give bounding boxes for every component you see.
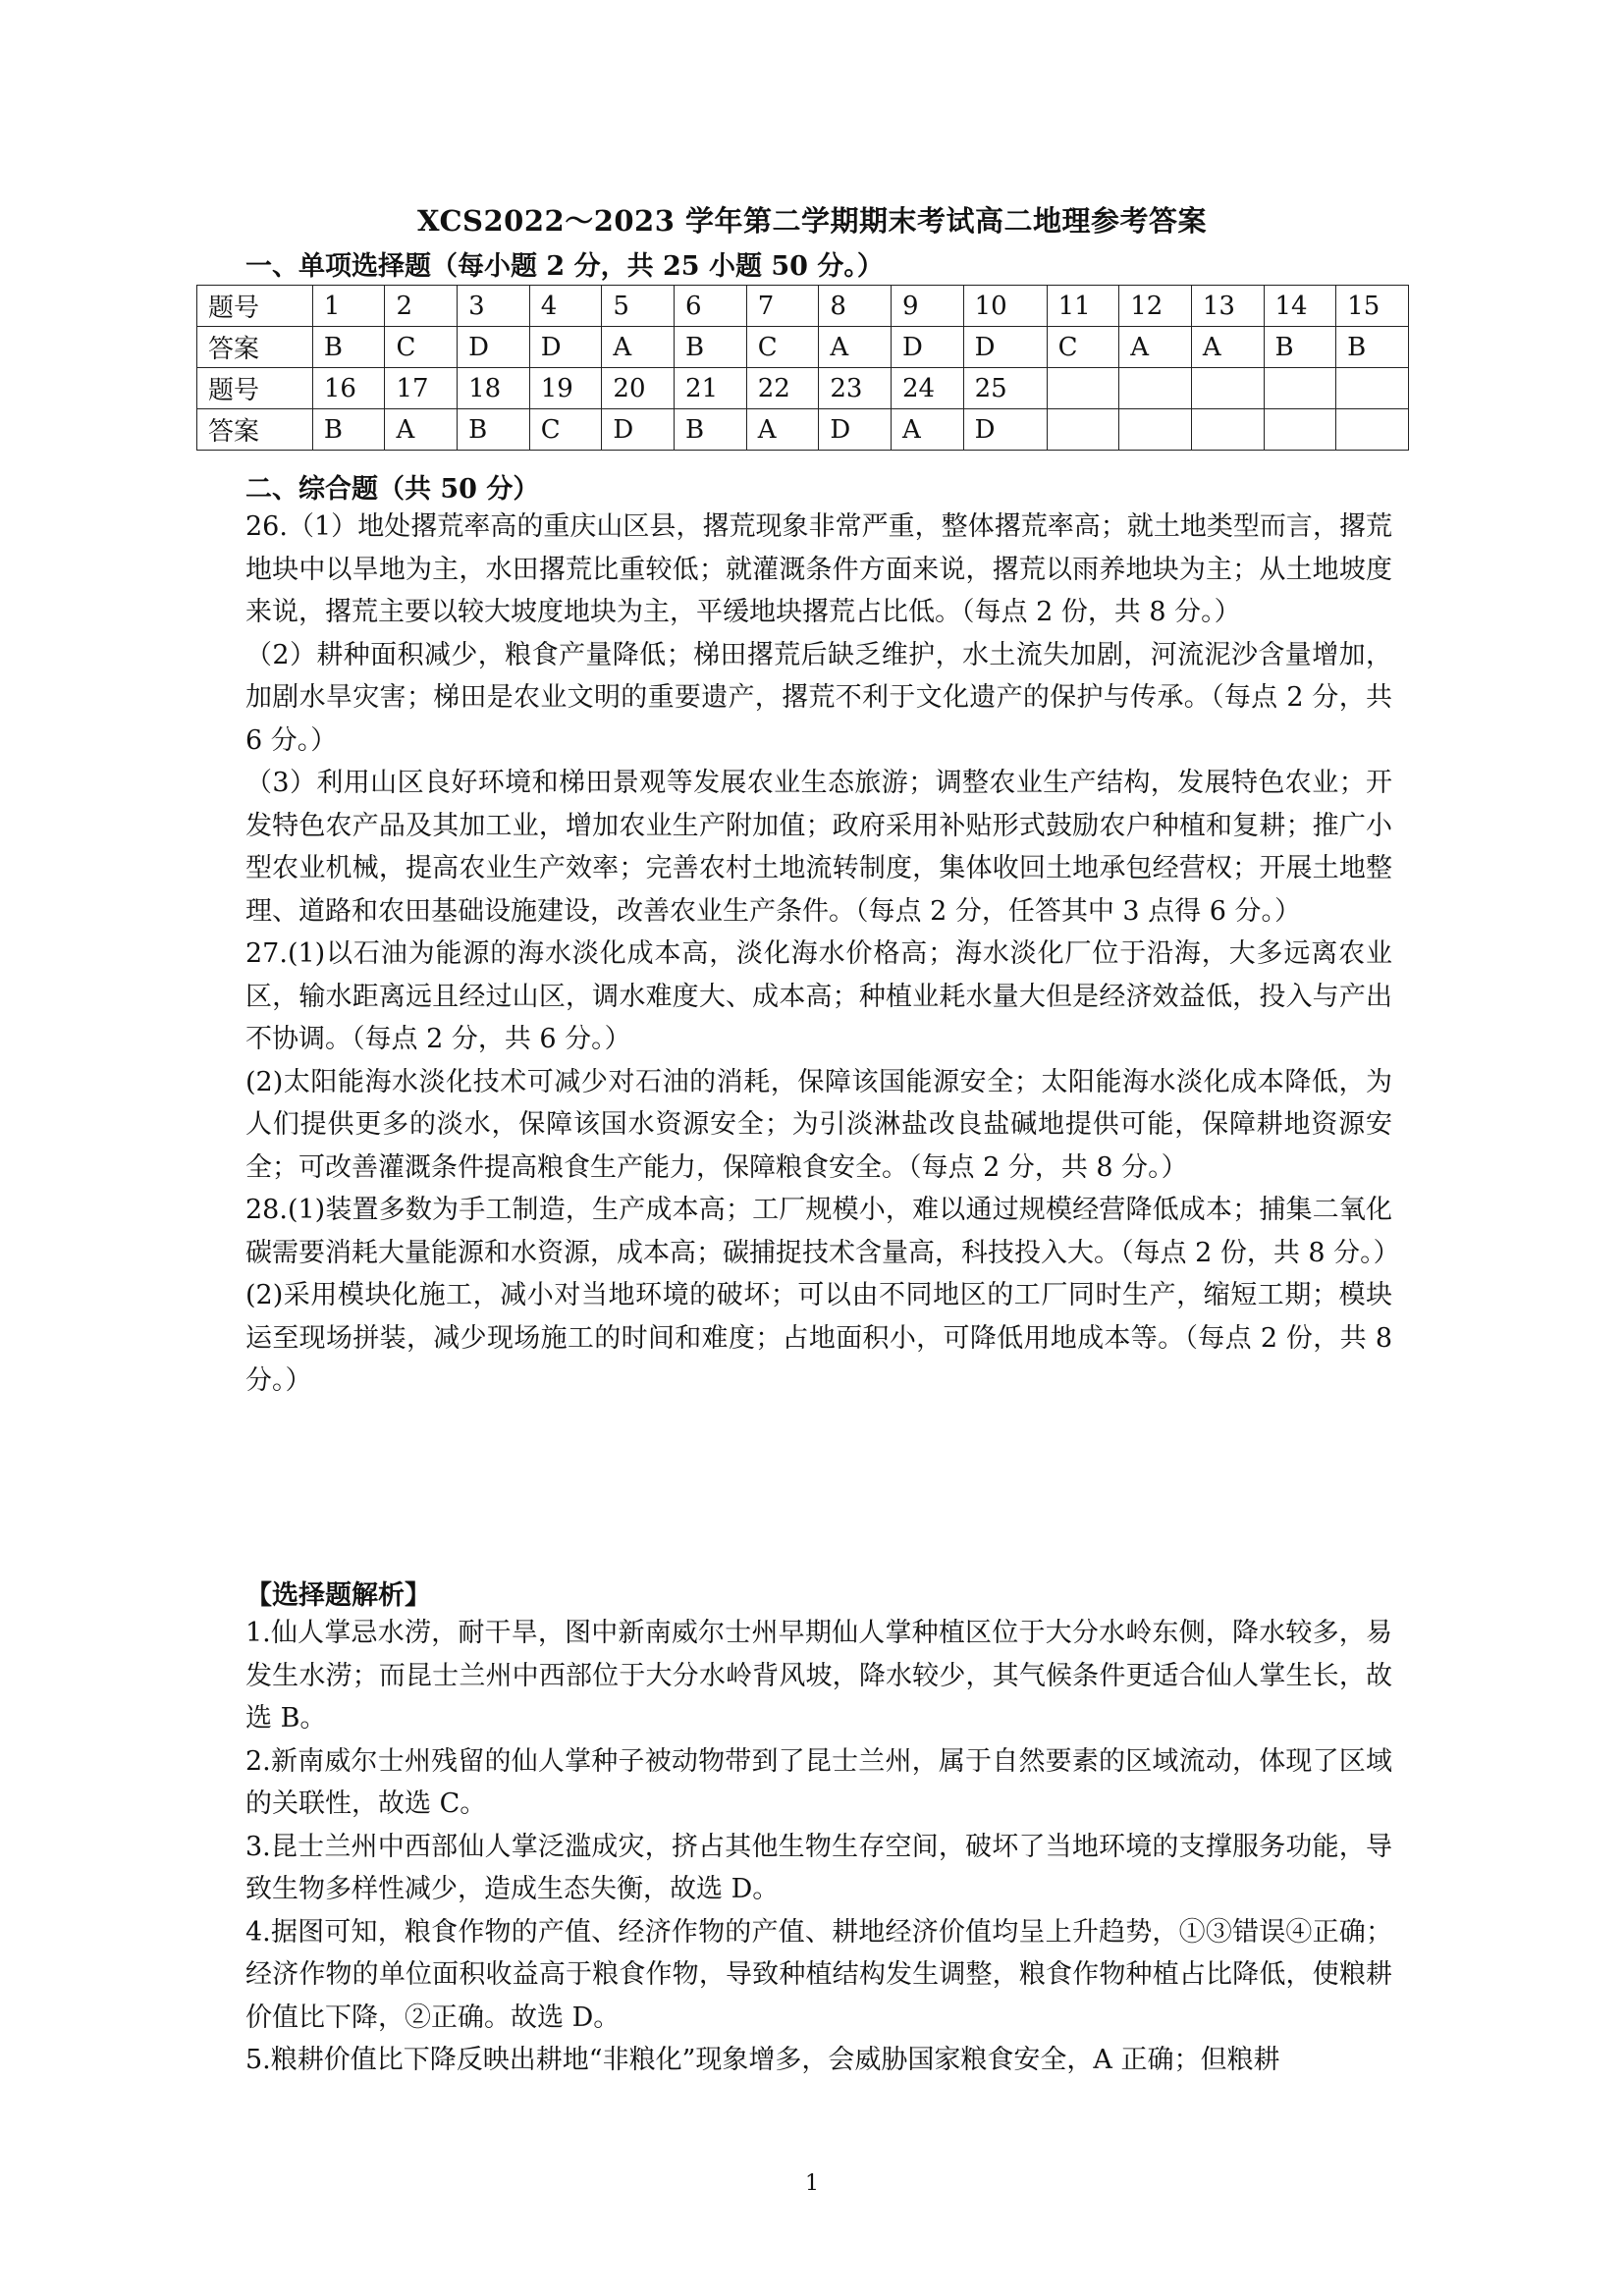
- answer-table-cell: B: [1264, 327, 1336, 368]
- answer-table-cell: 7: [746, 286, 819, 327]
- answer-table-cell: A: [602, 327, 675, 368]
- answer-table-cell: 8: [819, 286, 892, 327]
- answer-table-cell: 12: [1119, 286, 1192, 327]
- answer-table-cell: 24: [891, 368, 963, 409]
- answer-table-cell: 23: [819, 368, 892, 409]
- answer-table-row: [197, 327, 1409, 368]
- answer-table-row-header: 答案: [197, 409, 313, 451]
- answer-table-cell: C: [529, 409, 602, 451]
- section-heading-comprehensive: 二、综合题（共 50 分）: [245, 474, 540, 505]
- answer-table-cell: A: [891, 409, 963, 451]
- section-heading-multiple-choice: 一、单项选择题（每小题 2 分，共 25 小题 50 分。）: [245, 251, 884, 282]
- answer-table-cell: A: [385, 409, 458, 451]
- answer-table-cell: C: [746, 327, 819, 368]
- answer-table-cell: D: [891, 327, 963, 368]
- answer-table-cell: 16: [312, 368, 385, 409]
- answer-table-row: [197, 409, 1409, 451]
- answer-table-cell: 22: [746, 368, 819, 409]
- answer-table-cell: 14: [1264, 286, 1336, 327]
- answer-table-cell: A: [746, 409, 819, 451]
- answer-table-cell: [1264, 409, 1336, 451]
- answer-paragraph: 26.（1）地处撂荒率高的重庆山区县，撂荒现象非常严重，整体撂荒率高；就土地类型而言，撂荒地块中以旱地为主，水田撂荒比重较低；就灌溉条件方面来说，撂荒以雨养地块为主；从土地坡度来说，撂荒主要以较大坡度地块为主，平缓地块撂荒占比低。（每点 2 份，共 8 分。）: [245, 511, 1392, 627]
- answer-table-cell: D: [529, 327, 602, 368]
- answer-table-cell: D: [963, 409, 1047, 451]
- answer-table-cell: B: [1336, 327, 1409, 368]
- answer-table-cell: 1: [312, 286, 385, 327]
- answer-table-cell: A: [1119, 327, 1192, 368]
- answer-table-cell: C: [385, 327, 458, 368]
- answer-table-cell: B: [675, 327, 747, 368]
- answer-table-cell: B: [675, 409, 747, 451]
- answer-table-cell: D: [458, 327, 530, 368]
- answer-table-cell: 25: [963, 368, 1047, 409]
- answer-paragraph: （2）耕种面积减少，粮食产量降低；梯田撂荒后缺乏维护，水土流失加剧，河流泥沙含量增加，加剧水旱灾害；梯田是农业文明的重要遗产，撂荒不利于文化遗产的保护与传承。（每点 2 分，共 6 分。）: [245, 639, 1392, 756]
- page-title: XCS2022～2023 学年第二学期期末考试高二地理参考答案: [416, 204, 1208, 238]
- answer-table-cell: A: [1191, 327, 1264, 368]
- answer-table-cell: [1191, 409, 1264, 451]
- answer-table-cell: [1119, 368, 1192, 409]
- answer-table-cell: 10: [963, 286, 1047, 327]
- answer-table-cell: 11: [1047, 286, 1119, 327]
- section-heading-explanations: 【选择题解析】: [245, 1580, 431, 1611]
- answer-table-cell: A: [819, 327, 892, 368]
- explanation-paragraph: 1.仙人掌忌水涝，耐干旱，图中新南威尔士州早期仙人掌种植区位于大分水岭东侧，降水较多，易发生水涝；而昆士兰州中西部位于大分水岭背风坡，降水较少，其气候条件更适合仙人掌生长，故选 B。: [245, 1618, 1392, 1734]
- answer-table-cell: D: [819, 409, 892, 451]
- answer-table-cell: 19: [529, 368, 602, 409]
- explanation-paragraph: 2.新南威尔士州残留的仙人掌种子被动物带到了昆士兰州，属于自然要素的区域流动，体现了区域的关联性，故选 C。: [245, 1745, 1392, 1819]
- answer-table-cell: 20: [602, 368, 675, 409]
- answer-table-cell: C: [1047, 327, 1119, 368]
- answer-table-cell: [1336, 409, 1409, 451]
- answer-table-cell: 5: [602, 286, 675, 327]
- answer-table-cell: D: [602, 409, 675, 451]
- answer-table-cell: 21: [675, 368, 747, 409]
- comprehensive-answers: [245, 506, 1400, 1403]
- answer-paragraph: (2)采用模块化施工，减小对当地环境的破坏；可以由不同地区的工厂同时生产，缩短工期；模块运至现场拼装，减少现场施工的时间和难度；占地面积小，可降低用地成本等。（每点 2 份，共 8 分。）: [245, 1280, 1392, 1396]
- answer-table-cell: [1264, 368, 1336, 409]
- answer-table-row-header: 题号: [197, 368, 313, 409]
- answer-table-cell: [1119, 409, 1192, 451]
- answer-paragraph: (2)太阳能海水淡化技术可减少对石油的消耗，保障该国能源安全；太阳能海水淡化成本降低，为人们提供更多的淡水，保障该国水资源安全；为引淡淋盐改良盐碱地提供可能，保障耕地资源安全；可改善灌溉条件提高粮食生产能力，保障粮食安全。（每点 2 分，共 8 分。）: [245, 1066, 1392, 1183]
- explanation-paragraph: 4.据图可知，粮食作物的产值、经济作物的产值、耕地经济价值均呈上升趋势，①③错误④正确；经济作物的单位面积收益高于粮食作物，导致种植结构发生调整，粮食作物种植占比降低，使粮耕价值比下降，②正确。故选 D。: [245, 1916, 1392, 2033]
- answer-table-cell: B: [458, 409, 530, 451]
- explanation-paragraph: 3.昆士兰州中西部仙人掌泛滥成灾，挤占其他生物生存空间，破坏了当地环境的支撑服务功能，导致生物多样性减少，造成生态失衡，故选 D。: [245, 1831, 1392, 1904]
- answer-paragraph: 28.(1)装置多数为手工制造，生产成本高；工厂规模小，难以通过规模经营降低成本；捕集二氧化碳需要消耗大量能源和水资源，成本高；碳捕捉技术含量高，科技投入大。（每点 2 份，共 8 分。）: [245, 1195, 1400, 1268]
- answer-table-cell: 17: [385, 368, 458, 409]
- explanation-paragraph: 5.粮耕价值比下降反映出耕地“非粮化”现象增多，会威胁国家粮食安全，A 正确；但粮耕: [245, 2045, 1280, 2075]
- answer-table-cell: [1191, 368, 1264, 409]
- answer-table-cell: 6: [675, 286, 747, 327]
- answer-table: [196, 285, 1409, 451]
- answer-table-row-header: 题号: [197, 286, 313, 327]
- answer-table-cell: [1047, 409, 1119, 451]
- answer-table-cell: 13: [1191, 286, 1264, 327]
- answer-table-cell: 3: [458, 286, 530, 327]
- answer-table-cell: 18: [458, 368, 530, 409]
- answer-table-cell: D: [963, 327, 1047, 368]
- answer-table-cell: 4: [529, 286, 602, 327]
- answer-paragraph: 27.(1)以石油为能源的海水淡化成本高，淡化海水价格高；海水淡化厂位于沿海，大多远离农业区，输水距离远且经过山区，调水难度大、成本高；种植业耗水量大但是经济效益低，投入与产出不协调。（每点 2 分，共 6 分。）: [245, 938, 1392, 1054]
- answer-table-row: [197, 368, 1409, 409]
- answer-table-cell: 15: [1336, 286, 1409, 327]
- answer-table-cell: [1047, 368, 1119, 409]
- answer-table-row-header: 答案: [197, 327, 313, 368]
- answer-table-body: [197, 286, 1409, 451]
- answer-table-cell: 9: [891, 286, 963, 327]
- answer-table-cell: B: [312, 327, 385, 368]
- answer-table-cell: [1336, 368, 1409, 409]
- page-number: 1: [805, 2171, 819, 2196]
- answer-paragraph: （3）利用山区良好环境和梯田景观等发展农业生态旅游；调整农业生产结构，发展特色农业；开发特色农产品及其加工业，增加农业生产附加值；政府采用补贴形式鼓励农户种植和复耕；推广小型农业机械，提高农业生产效率；完善农村土地流转制度，集体收回土地承包经营权；开展土地整理、道路和农田基础设施建设，改善农业生产条件。（每点 2 分，任答其中 3 点得 6 分。）: [245, 768, 1392, 927]
- answer-table-row: [197, 286, 1409, 327]
- explanations: [245, 1612, 1392, 2082]
- answer-table-cell: 2: [385, 286, 458, 327]
- answer-table-cell: B: [312, 409, 385, 451]
